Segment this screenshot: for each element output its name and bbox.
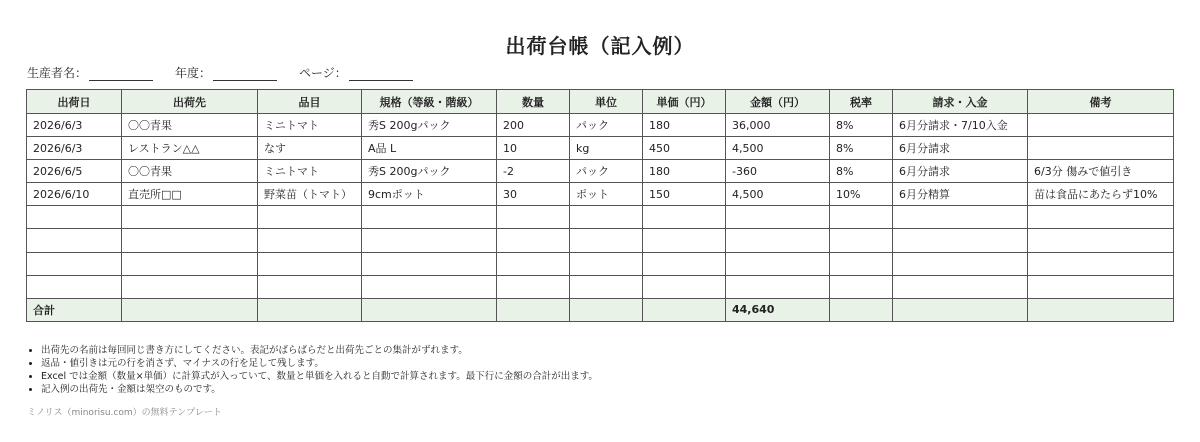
column-header: 単価（円） — [643, 90, 726, 114]
table-cell[interactable]: 直売所□□ — [122, 183, 258, 206]
table-cell[interactable] — [1028, 206, 1174, 229]
table-cell[interactable]: 4,500 — [726, 137, 830, 160]
table-cell[interactable] — [726, 275, 830, 298]
table-cell[interactable] — [726, 206, 830, 229]
table-row — [27, 206, 1174, 229]
page-field — [299, 64, 413, 81]
table-cell[interactable]: 2026/6/10 — [27, 183, 122, 206]
column-header: 備考 — [1028, 90, 1174, 114]
table-cell[interactable] — [122, 252, 258, 275]
table-cell[interactable]: レストラン△△ — [122, 137, 258, 160]
table-cell[interactable]: 180 — [643, 160, 726, 183]
table-cell[interactable] — [497, 229, 570, 252]
table-cell[interactable] — [258, 229, 362, 252]
table-cell[interactable] — [830, 229, 893, 252]
table-cell[interactable]: 150 — [643, 183, 726, 206]
table-cell[interactable]: 2026/6/3 — [27, 114, 122, 137]
table-cell[interactable] — [497, 252, 570, 275]
table-cell[interactable] — [893, 229, 1028, 252]
page-blank[interactable] — [349, 67, 413, 81]
table-cell[interactable]: 4,500 — [726, 183, 830, 206]
table-cell[interactable] — [643, 298, 726, 321]
header-fields — [27, 64, 435, 81]
table-cell[interactable] — [258, 298, 362, 321]
table-cell[interactable] — [258, 206, 362, 229]
table-cell[interactable] — [830, 252, 893, 275]
table-cell[interactable]: 450 — [643, 137, 726, 160]
table-cell[interactable] — [258, 252, 362, 275]
table-cell[interactable]: A品 L — [362, 137, 497, 160]
table-cell[interactable]: kg — [570, 137, 643, 160]
table-cell[interactable] — [362, 298, 497, 321]
table-cell[interactable]: 6月分精算 — [893, 183, 1028, 206]
table-cell[interactable] — [643, 229, 726, 252]
total-label: 合計 — [27, 298, 122, 321]
table-row — [27, 252, 1174, 275]
table-cell[interactable] — [643, 275, 726, 298]
column-header: 数量 — [497, 90, 570, 114]
table-cell[interactable] — [1028, 298, 1174, 321]
notes — [27, 344, 598, 396]
table-cell[interactable] — [1028, 229, 1174, 252]
table-cell[interactable]: 苗は食品にあたらず10% — [1028, 183, 1174, 206]
table-cell[interactable]: 6/3分 傷みで値引き — [1028, 160, 1174, 183]
table-cell[interactable]: なす — [258, 137, 362, 160]
table-cell[interactable] — [27, 252, 122, 275]
table-cell[interactable] — [893, 298, 1028, 321]
table-cell[interactable]: ミニトマト — [258, 114, 362, 137]
table-cell[interactable]: -360 — [726, 160, 830, 183]
producer-field — [27, 64, 153, 81]
table-row — [27, 114, 1174, 137]
table-row — [27, 160, 1174, 183]
column-header: 規格（等級・階級） — [362, 90, 497, 114]
table-cell[interactable] — [362, 206, 497, 229]
page-title: 出荷台帳（記入例） — [505, 34, 695, 58]
table-cell[interactable] — [362, 252, 497, 275]
total-amount: 44,640 — [726, 298, 830, 321]
table-row — [27, 183, 1174, 206]
producer-label: 生産者名： — [27, 66, 88, 80]
table-cell[interactable]: 秀S 200gパック — [362, 160, 497, 183]
table-cell[interactable]: 36,000 — [726, 114, 830, 137]
column-header: 単位 — [570, 90, 643, 114]
table-cell[interactable]: 10% — [830, 183, 893, 206]
table-cell[interactable] — [830, 275, 893, 298]
note-item: • 記入例の出荷先・金額は架空のものです。 — [41, 383, 598, 396]
table-cell[interactable]: 6月分請求 — [893, 160, 1028, 183]
table-cell[interactable] — [570, 298, 643, 321]
table-cell[interactable] — [893, 275, 1028, 298]
table-cell[interactable]: 200 — [497, 114, 570, 137]
table-cell[interactable] — [643, 252, 726, 275]
note-item: • 出荷先の名前は毎回同じ書き方にしてください。表記がばらばらだと出荷先ごとの集計がずれます。 — [41, 344, 598, 357]
shipment-ledger-table — [26, 89, 1174, 322]
table-cell[interactable] — [1028, 252, 1174, 275]
table-cell[interactable] — [122, 206, 258, 229]
table-cell[interactable]: 2026/6/5 — [27, 160, 122, 183]
table-cell[interactable] — [726, 252, 830, 275]
column-header: 品目 — [258, 90, 362, 114]
column-header: 出荷日 — [27, 90, 122, 114]
table-cell[interactable]: パック — [570, 160, 643, 183]
table-cell[interactable]: 2026/6/3 — [27, 137, 122, 160]
producer-blank[interactable] — [89, 67, 153, 81]
table-cell[interactable]: 8% — [830, 114, 893, 137]
table-cell[interactable] — [643, 206, 726, 229]
table-cell[interactable]: 180 — [643, 114, 726, 137]
table-cell[interactable] — [1028, 275, 1174, 298]
table-cell[interactable] — [893, 252, 1028, 275]
table-cell[interactable]: ポット — [570, 183, 643, 206]
table-cell[interactable] — [258, 275, 362, 298]
table-cell[interactable] — [570, 206, 643, 229]
table-cell[interactable]: 9cmポット — [362, 183, 497, 206]
table-cell[interactable] — [570, 229, 643, 252]
table-cell[interactable]: ミニトマト — [258, 160, 362, 183]
column-header: 税率 — [830, 90, 893, 114]
table-row — [27, 229, 1174, 252]
table-cell[interactable] — [1028, 114, 1174, 137]
table-cell[interactable] — [27, 229, 122, 252]
table-row — [27, 275, 1174, 298]
note-item: • Excel では金額（数量×単価）に計算式が入っていて、数量と単価を入れると自動で計算されます。最下行に金額の合計が出ます。 — [41, 370, 598, 383]
table-cell[interactable]: パック — [570, 114, 643, 137]
year-blank[interactable] — [213, 67, 277, 81]
table-cell[interactable] — [570, 275, 643, 298]
column-header: 出荷先 — [122, 90, 258, 114]
table-cell[interactable] — [122, 298, 258, 321]
table-cell[interactable]: 6月分請求・7/10入金 — [893, 114, 1028, 137]
table-cell[interactable] — [122, 229, 258, 252]
table-cell[interactable] — [362, 275, 497, 298]
column-header: 請求・入金 — [893, 90, 1028, 114]
page-label: ページ： — [299, 66, 347, 80]
table-cell[interactable]: -2 — [497, 160, 570, 183]
table-cell[interactable] — [27, 206, 122, 229]
year-label: 年度： — [175, 66, 212, 80]
table-header-row — [27, 90, 1174, 114]
table-cell[interactable] — [497, 275, 570, 298]
footer-credit: ミノリス（minorisu.com）の無料テンプレート — [27, 408, 222, 418]
column-header: 金額（円） — [726, 90, 830, 114]
table-cell[interactable]: 30 — [497, 183, 570, 206]
table-cell[interactable] — [1028, 137, 1174, 160]
table-cell[interactable] — [122, 275, 258, 298]
table-cell[interactable] — [497, 206, 570, 229]
table-cell[interactable]: 野菜苗（トマト） — [258, 183, 362, 206]
table-cell[interactable] — [830, 298, 893, 321]
table-cell[interactable]: 6月分請求 — [893, 137, 1028, 160]
total-row — [27, 298, 1174, 321]
table-cell[interactable]: 〇〇青果 — [122, 160, 258, 183]
table-cell[interactable] — [362, 229, 497, 252]
table-cell[interactable]: 8% — [830, 137, 893, 160]
table-cell[interactable]: 〇〇青果 — [122, 114, 258, 137]
year-field — [175, 64, 277, 81]
table-cell[interactable]: 秀S 200gパック — [362, 114, 497, 137]
table-row — [27, 137, 1174, 160]
table-cell[interactable] — [27, 275, 122, 298]
table-cell[interactable]: 8% — [830, 160, 893, 183]
table-cell[interactable] — [497, 298, 570, 321]
table-cell[interactable] — [830, 206, 893, 229]
table-cell[interactable] — [570, 252, 643, 275]
table-cell[interactable] — [726, 229, 830, 252]
table-cell[interactable] — [893, 206, 1028, 229]
note-item: • 返品・値引きは元の行を消さず、マイナスの行を足して残します。 — [41, 357, 598, 370]
table-cell[interactable]: 10 — [497, 137, 570, 160]
